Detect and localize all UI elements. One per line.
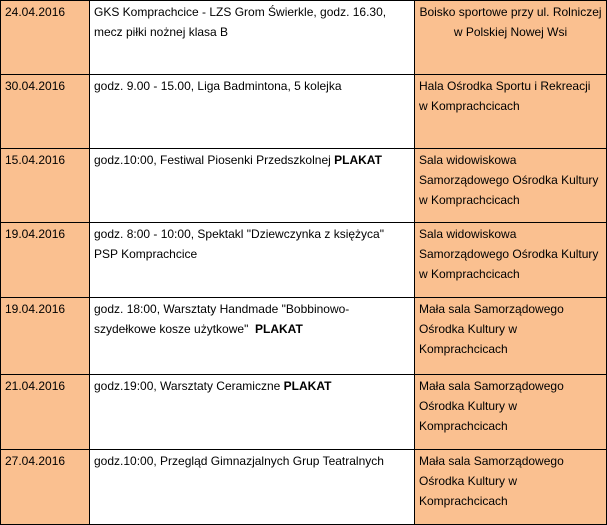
event-date: 15.04.2016 bbox=[1, 149, 90, 223]
event-place: Hala Ośrodka Sportu i Rekreacji w Komprachcicach bbox=[415, 75, 607, 149]
event-place: Boisko sportowe przy ul. Rolniczej w Polskiej Nowej Wsi bbox=[415, 1, 607, 75]
event-date: 21.04.2016 bbox=[1, 375, 90, 450]
event-description bbox=[90, 450, 415, 525]
event-description-text: godz.19:00, Warsztaty Ceramiczne bbox=[94, 379, 281, 393]
event-description bbox=[90, 298, 415, 375]
poster-tag: PLAKAT bbox=[255, 322, 303, 336]
event-description bbox=[90, 375, 415, 450]
event-description-text: godz. 9.00 - 15.00, Liga Badmintona, 5 kolejka bbox=[94, 79, 342, 93]
event-description bbox=[90, 149, 415, 223]
event-description-text: godz. 8:00 - 10:00, Spektakl "Dziewczynka z księżyca" PSP Komprachcice bbox=[94, 227, 384, 261]
event-description-text: godz. 18:00, Warsztaty Handmade "Bobbinowo-szydełkowe kosze użytkowe" bbox=[94, 302, 350, 336]
poster-tag: PLAKAT bbox=[283, 379, 332, 393]
event-place: Mała sala Samorządowego Ośrodka Kultury w Komprachcicach bbox=[415, 375, 607, 450]
event-date: 27.04.2016 bbox=[1, 450, 90, 525]
event-description bbox=[90, 223, 415, 298]
event-date: 19.04.2016 bbox=[1, 298, 90, 375]
table-row bbox=[1, 149, 607, 223]
event-place: Mała sala Samorządowego Ośrodka Kultury w Komprachcicach bbox=[415, 450, 607, 525]
event-date: 24.04.2016 bbox=[1, 1, 90, 75]
poster-tag: PLAKAT bbox=[334, 153, 382, 167]
table-row bbox=[1, 450, 607, 525]
event-place: Sala widowiskowa Samorządowego Ośrodka Kultury w Komprachcicach bbox=[415, 149, 607, 223]
table-row bbox=[1, 75, 607, 149]
event-description bbox=[90, 75, 415, 149]
table-row bbox=[1, 298, 607, 375]
table-row bbox=[1, 375, 607, 450]
event-date: 19.04.2016 bbox=[1, 223, 90, 298]
event-date: 30.04.2016 bbox=[1, 75, 90, 149]
table-row bbox=[1, 1, 607, 75]
table-row bbox=[1, 223, 607, 298]
event-place: Mała sala Samorządowego Ośrodka Kultury w Komprachcicach bbox=[415, 298, 607, 375]
event-description-text: godz.10:00, Festiwal Piosenki Przedszkolnej bbox=[94, 153, 331, 167]
event-description-text: godz.10:00, Przegląd Gimnazjalnych Grup Teatralnych bbox=[94, 454, 384, 468]
event-description bbox=[90, 1, 415, 75]
event-description-text: GKS Komprachcice - LZS Grom Świerkle, godz. 16.30, mecz piłki nożnej klasa B bbox=[94, 5, 387, 39]
event-place: Sala widowiskowa Samorządowego Ośrodka Kultury w Komprachcicach bbox=[415, 223, 607, 298]
